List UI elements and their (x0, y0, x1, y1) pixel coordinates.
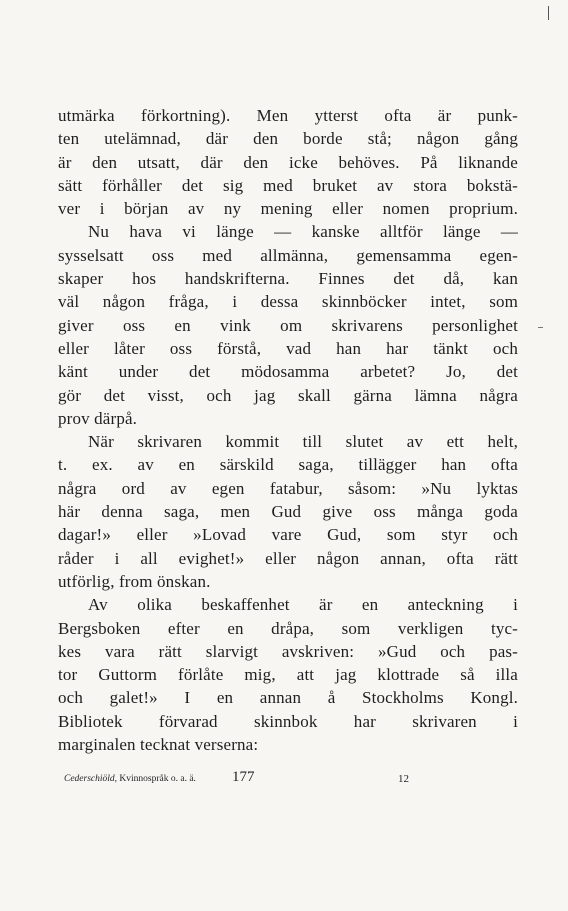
text-line: och galet!» I en annan å Stockholms Kongl. (58, 688, 518, 708)
footer-author: Cederschiöld, (64, 774, 118, 784)
page-number: 177 (232, 769, 255, 785)
text-line: råder i all evighet!» eller någon annan, ofta rätt (58, 548, 518, 568)
text-line: ver i början av ny mening eller nomen proprium. (58, 199, 518, 219)
text-line: ten utelämnad, där den borde stå; någon gång (58, 129, 518, 149)
text-line: Nu hava vi länge — kanske alltför länge — (88, 222, 518, 242)
margin-mark (548, 6, 549, 20)
text-line: När skrivaren kommit till slutet av ett helt, (88, 432, 518, 452)
signature-mark: 12 (398, 773, 409, 785)
footer-title: Kvinnospråk o. a. ä. (119, 774, 196, 784)
text-line: sysselsatt oss med allmänna, gemensamma egen- (58, 245, 518, 265)
text-line: prov därpå. (58, 408, 138, 428)
text-line: Bergsboken efter en dråpa, som verkligen tyc- (58, 618, 518, 638)
text-line: väl någon fråga, i dessa skinnböcker intet, som (58, 292, 518, 312)
margin-mark (538, 327, 543, 328)
text-line: utmärka förkortning). Men ytterst ofta är punk- (58, 106, 518, 125)
text-line: marginalen tecknat verserna: (58, 735, 259, 755)
text-line: utförlig, from önskan. (58, 571, 211, 591)
text-line: gör det visst, och jag skall gärna lämna några (58, 385, 518, 405)
text-line: eller låter oss förstå, vad han har tänkt och (58, 338, 518, 358)
text-line: Bibliotek förvarad skinnbok har skrivaren i (58, 711, 518, 731)
text-line: skaper hos handskrifterna. Finnes det då, kan (58, 269, 518, 289)
text-line: t. ex. av en särskild saga, tillägger han ofta (58, 455, 518, 475)
text-line: Av olika beskaffenhet är en anteckning i (88, 595, 518, 615)
text-line: giver oss en vink om skrivarens personlighet (58, 315, 518, 335)
text-line: är den utsatt, där den icke behöves. På liknande (58, 152, 518, 172)
text-line: några ord av egen fatabur, såsom: »Nu lyktas (58, 478, 518, 498)
text-line: kes vara rätt slarvigt avskriven: »Gud och pas- (58, 641, 518, 661)
text-line: känt under det mödosamma arbetet? Jo, det (58, 362, 518, 382)
footer-citation (64, 774, 196, 784)
text-line: sätt förhåller det sig med bruket av stora bokstä- (58, 175, 518, 195)
text-line: dagar!» eller »Lovad vare Gud, som styr och (58, 525, 518, 545)
text-line: tor Guttorm förlåte mig, att jag klottrade så illa (58, 665, 518, 685)
text-line: här denna saga, men Gud give oss många goda (58, 502, 518, 522)
page-footer (58, 770, 518, 790)
body-text (58, 104, 518, 756)
